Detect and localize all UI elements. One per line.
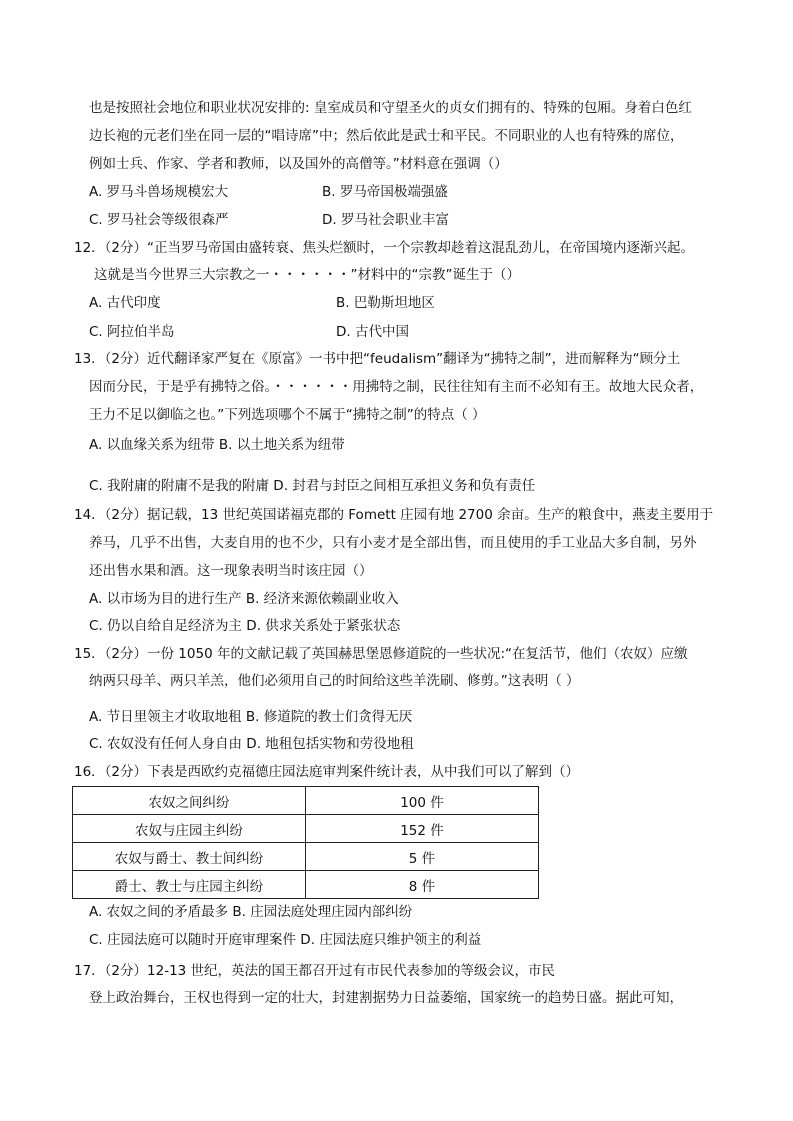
table-cell-count: 8 件 bbox=[306, 871, 539, 899]
q12-option-a: A. 古代印度 bbox=[89, 295, 161, 311]
q16-options-cd: C. 庄园法庭可以随时开庭审理案件 D. 庄园法庭只维护领主的利益 bbox=[89, 932, 482, 948]
table-row bbox=[73, 787, 539, 815]
q15-options-cd: C. 农奴没有任何人身自由 D. 地租包括实物和劳役地租 bbox=[89, 736, 414, 752]
q11-option-a: A. 罗马斗兽场规模宏大 bbox=[89, 184, 229, 200]
q11-text-line2: 边长袍的元老们坐在同一层的“唱诗席”中；然后依此是武士和平民。不同职业的人也有特殊的席位， bbox=[89, 128, 684, 144]
q14-stem-line2: 养马，几乎不出售，大麦自用的也不少，只有小麦才是全部出售，而且使用的手工业品大多自制，另外 bbox=[89, 535, 697, 551]
table-row bbox=[73, 815, 539, 843]
q14-options-ab: A. 以市场为目的进行生产 B. 经济来源依赖副业收入 bbox=[89, 591, 399, 607]
q12-option-d: D. 古代中国 bbox=[336, 324, 409, 340]
q15-stem-line2: 纳两只母羊、两只羊羔，他们必须用自己的时间给这些羊洗刷、修剪。”这表明（ ） bbox=[89, 673, 580, 689]
q16-stem-line1: 16．（2分）下表是西欧约克福德庄园法庭审判案件统计表，从中我们可以了解到（） bbox=[74, 764, 580, 780]
q11-text-line1: 也是按照社会地位和职业状况安排的: 皇室成员和守望圣火的贞女们拥有的、特殊的包厢。身着白色红 bbox=[89, 100, 692, 116]
q13-stem-line2: 因而分民，于是乎有拂特之俗。・・・・・・用拂特之制，民往往知有主而不必知有王。故地大民众者， bbox=[89, 379, 704, 395]
q17-stem-line1: 17．（2分）12-13 世纪，英法的国王都召开过有市民代表参加的等级会议，市民 bbox=[74, 963, 556, 979]
q13-options-ab: A. 以血缘关系为纽带 B. 以土地关系为纽带 bbox=[89, 437, 345, 453]
table-cell-category: 农奴与爵士、教士间纠纷 bbox=[73, 843, 306, 871]
table-cell-count: 100 件 bbox=[306, 787, 539, 815]
table-cell-category: 农奴之间纠纷 bbox=[73, 787, 306, 815]
q15-options-ab: A. 节日里领主才收取地租 B. 修道院的教士们贪得无厌 bbox=[89, 709, 413, 725]
table-cell-category: 爵士、教士与庄园主纠纷 bbox=[73, 871, 306, 899]
q11-text-line3: 例如士兵、作家、学者和教师，以及国外的高僧等。”材料意在强调（） bbox=[89, 156, 508, 172]
table-row bbox=[73, 871, 539, 899]
table-row bbox=[73, 843, 539, 871]
q12-option-c: C. 阿拉伯半岛 bbox=[89, 324, 175, 340]
q14-options-cd: C. 仍以自给自足经济为主 D. 供求关系处于紧张状态 bbox=[89, 618, 401, 634]
q13-stem-line3: 王力不足以御临之也。”下列选项哪个不属于“拂特之制”的特点（ ） bbox=[89, 407, 486, 423]
q14-stem-line1: 14．（2分）据记载，13 世纪英国诺福克郡的 Fomett 庄园有地 2700 余亩。生产的粮食中，燕麦主要用于 bbox=[74, 507, 714, 523]
table-cell-count: 5 件 bbox=[306, 843, 539, 871]
q13-options-cd: C. 我附庸的附庸不是我的附庸 D. 封君与封臣之间相互承担义务和负有责任 bbox=[89, 478, 536, 494]
q13-stem-line1: 13．（2分）近代翻译家严复在《原富》一书中把“feudalism”翻译为“拂特之制”，进而解释为“顾分土 bbox=[74, 351, 681, 367]
q12-option-b: B. 巴勒斯坦地区 bbox=[336, 295, 435, 311]
q14-stem-line3: 还出售水果和酒。这一现象表明当时该庄园（） bbox=[89, 563, 373, 579]
q11-option-b: B. 罗马帝国极端强盛 bbox=[322, 184, 448, 200]
q12-stem-line2: 这就是当今世界三大宗教之一・・・・・・”材料中的“宗教”诞生于（） bbox=[94, 267, 520, 283]
table-cell-category: 农奴与庄园主纠纷 bbox=[73, 815, 306, 843]
q15-stem-line1: 15．（2分）一份 1050 年的文献记载了英国赫思堡恩修道院的一些状况:“在复活节，他们（农奴）应缴 bbox=[74, 646, 688, 662]
q12-stem-line1: 12．（2分）“正当罗马帝国由盛转衰、焦头烂额时，一个宗教却趁着这混乱劲儿，在帝国境内逐渐兴起。 bbox=[74, 240, 695, 256]
q11-option-c: C. 罗马社会等级很森严 bbox=[89, 212, 229, 228]
q16-options-ab: A. 农奴之间的矛盾最多 B. 庄园法庭处理庄园内部纠纷 bbox=[89, 904, 413, 920]
case-statistics-table bbox=[72, 786, 539, 899]
table-cell-count: 152 件 bbox=[306, 815, 539, 843]
q17-stem-line2: 登上政治舞台，王权也得到一定的壮大，封建割据势力日益萎缩，国家统一的趋势日盛。据此可知， bbox=[89, 990, 683, 1006]
q11-option-d: D. 罗马社会职业丰富 bbox=[322, 212, 449, 228]
